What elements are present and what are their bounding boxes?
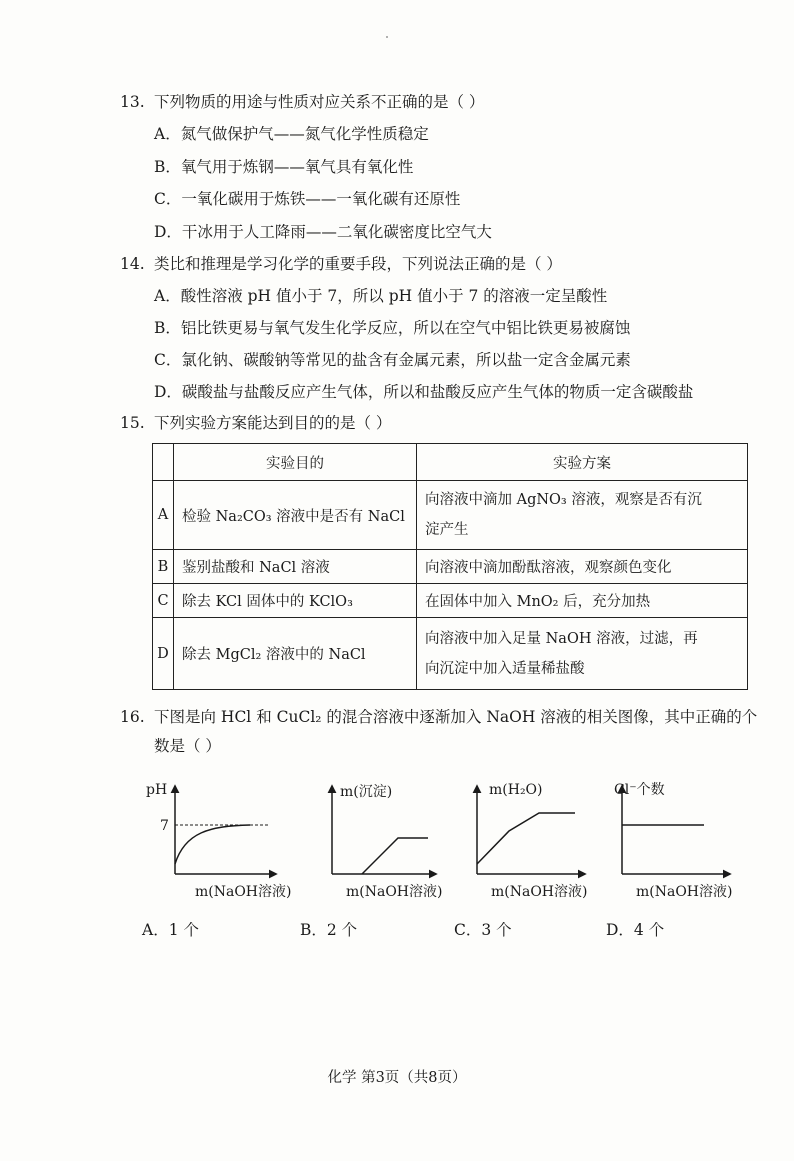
- q14-option-c[interactable]: C．氯化钠、碳酸钠等常见的盐含有金属元素，所以盐一定含金属元素: [154, 351, 631, 369]
- row-goal: 检验 Na₂CO₃ 溶液中是否有 NaCl: [174, 481, 417, 550]
- graph-precipitate-ylabel: m(沉淀): [340, 784, 393, 800]
- q13-option-c[interactable]: C．一氧化碳用于炼铁——一氧化碳有还原性: [154, 190, 461, 208]
- q14-option-a[interactable]: A．酸性溶液 pH 值小于 7，所以 pH 值小于 7 的溶液一定呈酸性: [154, 287, 608, 305]
- q13-option-d[interactable]: D．干冰用于人工降雨——二氧化碳密度比空气大: [154, 223, 492, 241]
- graph-ph-tick-7: 7: [160, 818, 169, 834]
- row-label: D: [153, 618, 174, 690]
- graph-precipitate: [300, 774, 443, 904]
- page-footer: 化学 第3页（共8页）: [327, 1070, 467, 1086]
- table-row[interactable]: [153, 618, 748, 690]
- experiment-table: [152, 443, 748, 690]
- graph-chloride-xlabel: m(NaOH溶液): [636, 884, 733, 900]
- table-row[interactable]: [153, 481, 748, 550]
- q16-option-c[interactable]: C．3 个: [454, 921, 512, 939]
- scan-speck: [386, 36, 388, 38]
- q15-stem: 15. 下列实验方案能达到目的的是（ ）: [120, 414, 392, 432]
- table-header-goal: 实验目的: [174, 444, 417, 481]
- graph-ph-xlabel: m(NaOH溶液): [195, 884, 292, 900]
- graph-water-ylabel: m(H₂O): [489, 782, 543, 798]
- q14-option-d[interactable]: D．碳酸盐与盐酸反应产生气体，所以和盐酸反应产生气体的物质一定含碳酸盐: [154, 383, 694, 401]
- row-label: C: [153, 584, 174, 618]
- q16-stem-line-1: 16. 下图是向 HCl 和 CuCl₂ 的混合溶液中逐渐加入 NaOH 溶液的相关图像，其中正确的个: [120, 708, 758, 726]
- q13-stem: 13. 下列物质的用途与性质对应关系不正确的是（ ）: [120, 93, 485, 111]
- graph-precipitate-xlabel: m(NaOH溶液): [346, 884, 443, 900]
- q16-option-d[interactable]: D．4 个: [606, 921, 665, 939]
- q14-stem: 14. 类比和推理是学习化学的重要手段，下列说法正确的是（ ）: [120, 255, 562, 273]
- table-header-row: [153, 444, 748, 481]
- row-plan: 向溶液中滴加 AgNO₃ 溶液，观察是否有沉 淀产生: [417, 481, 748, 550]
- row-label: A: [153, 481, 174, 550]
- table-row[interactable]: [153, 584, 748, 618]
- q16-option-a[interactable]: A．1 个: [142, 921, 199, 939]
- q13-option-b[interactable]: B．氧气用于炼钢——氧气具有氧化性: [154, 158, 414, 176]
- row-goal: 鉴别盐酸和 NaCl 溶液: [174, 550, 417, 584]
- row-plan: 向溶液中滴加酚酞溶液，观察颜色变化: [417, 550, 748, 584]
- table-header-blank: [153, 444, 174, 481]
- graph-chloride: [590, 774, 740, 904]
- q16-stem-line-2: 数是（ ）: [154, 737, 221, 755]
- graph-water-xlabel: m(NaOH溶液): [491, 884, 588, 900]
- graph-water-line: [477, 813, 575, 864]
- graph-ph: [140, 774, 292, 904]
- graph-chloride-ylabel: Cl⁻个数: [614, 782, 665, 798]
- row-goal: 除去 MgCl₂ 溶液中的 NaCl: [174, 618, 417, 690]
- graph-ph-ylabel: pH: [146, 782, 168, 798]
- row-plan: 向溶液中加入足量 NaOH 溶液，过滤，再 向沉淀中加入适量稀盐酸: [417, 618, 748, 690]
- row-goal: 除去 KCl 固体中的 KClO₃: [174, 584, 417, 618]
- q16-option-b[interactable]: B．2 个: [300, 921, 358, 939]
- graph-precipitate-line: [362, 838, 428, 874]
- table-header-plan: 实验方案: [417, 444, 748, 481]
- graph-water: [445, 774, 590, 904]
- q13-option-a[interactable]: A．氮气做保护气——氮气化学性质稳定: [154, 125, 429, 143]
- q14-option-b[interactable]: B．铝比铁更易与氧气发生化学反应，所以在空气中铝比铁更易被腐蚀: [154, 319, 631, 337]
- table-row[interactable]: [153, 550, 748, 584]
- graph-ph-curve: [175, 825, 250, 864]
- row-label: B: [153, 550, 174, 584]
- row-plan: 在固体中加入 MnO₂ 后，充分加热: [417, 584, 748, 618]
